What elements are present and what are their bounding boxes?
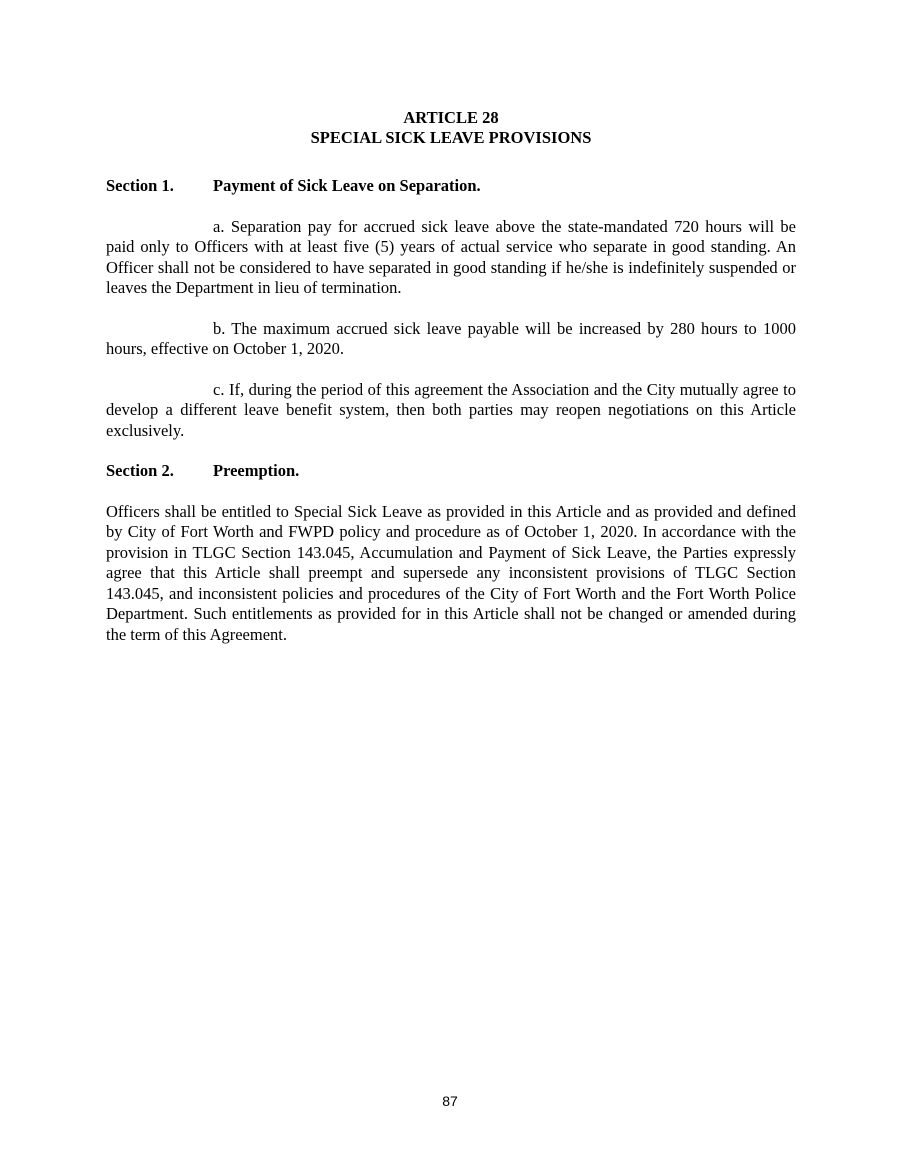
section-2-title: Preemption.	[213, 461, 300, 480]
section-1-paragraph-c: c. If, during the period of this agreement the Association and the City mutually agree to develop a different leave benefit system, then both parties may reopen negotiations on this Article exclusively.	[106, 379, 796, 440]
section-1-paragraph-b: b. The maximum accrued sick leave payable will be increased by 280 hours to 1000 hours, effective on October 1, 2020.	[106, 318, 796, 358]
article-number: ARTICLE 28	[403, 108, 499, 127]
section-2-number: Section 2.	[106, 461, 174, 480]
section-1-paragraph-a: a. Separation pay for accrued sick leave above the state-mandated 720 hours will be paid only to Officers with at least five (5) years of actual service who separate in good standing. An Officer shall not be considered to have separated in good standing if he/she is indefinitely suspended or leaves the Department in lieu of termination.	[106, 216, 796, 297]
section-1-number: Section 1.	[106, 176, 174, 195]
document-page	[106, 108, 796, 645]
section-2-paragraph: Officers shall be entitled to Special Sick Leave as provided in this Article and as provided and defined by City of Fort Worth and FWPD policy and procedure as of October 1, 2020. In accordance with the provision in TLGC Section 143.045, Accumulation and Payment of Sick Leave, the Parties expressly agree that this Article shall preempt and supersede any inconsistent provisions of TLGC Section 143.045, and inconsistent policies and procedures of the City of Fort Worth and the Fort Worth Police Department. Such entitlements as provided for in this Article shall not be changed or amended during the term of this Agreement.	[106, 501, 796, 644]
article-title: SPECIAL SICK LEAVE PROVISIONS	[310, 128, 592, 147]
article-heading	[106, 108, 796, 148]
page-number: 87	[442, 1093, 458, 1109]
section-1-title: Payment of Sick Leave on Separation.	[213, 176, 481, 195]
section-1-heading	[106, 176, 796, 197]
section-2-heading	[106, 461, 796, 482]
